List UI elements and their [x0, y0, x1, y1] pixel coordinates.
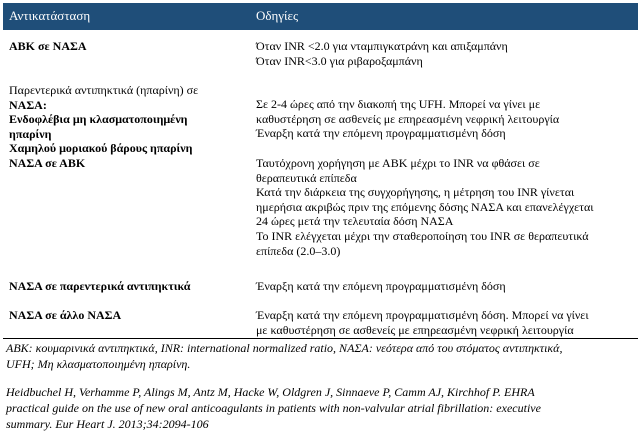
reference	[6, 384, 541, 432]
row-3-label	[9, 156, 85, 171]
reference-line: Heidbuchel H, Verhamme P, Alings M, Antz M, Hacke W, Oldgren J, Sinnaeve P, Camm AJ, Kirchhof P. EHRA	[6, 385, 535, 399]
footnote-line: ABK: κουμαρινικά αντιπηκτικά, INR: international normalized ratio, ΝΑΣΑ: νεότερα από του στόματος αντιπηκτικά,	[6, 341, 563, 355]
row-3-instructions	[256, 156, 594, 258]
row-3-label-line: ΝΑΣΑ σε ΑΒΚ	[9, 156, 86, 170]
table-bottom-rule	[3, 338, 638, 339]
row-1-label-line: ΑΒΚ σε ΝΑΣΑ	[9, 39, 87, 53]
row-3-line: Το INR ελέγχεται μέχρι την σταθεροποίηση του INR σε θεραπευτικά	[256, 228, 589, 243]
row-3-line: επίπεδα (2.0–3.0)	[256, 243, 341, 258]
header-col-instructions: Οδηγίες	[256, 8, 299, 23]
row-4-label-line: ΝΑΣΑ σε παρεντερικά αντιπηκτικά	[9, 279, 191, 293]
row-2-line: καθυστέρηση σε ασθενείς με επηρεασμένη νεφρική λειτουργία	[256, 111, 560, 126]
row-3-line: ημερήσια ακριβώς πριν της επόμενης δόσης ΝΑΣΑ και επανελέγχεται	[256, 199, 594, 214]
reference-line: practical guide on the use of new oral anticoagulants in patients with non-valvular atrial fibrillation: executive	[6, 401, 541, 415]
row-5-line: με καθυστέρηση σε ασθενείς με επηρεασμένη νεφρική λειτουργία	[256, 322, 574, 337]
row-4-label	[9, 279, 190, 294]
row-5-line: Έναρξη κατά την επόμενη προγραμματισμένη δόση. Μπορεί να γίνει	[256, 308, 589, 322]
row-2-label-line: Χαμηλού μοριακού βάρους ηπαρίνη	[9, 141, 193, 156]
row-3-line: Κατά την διάρκεια της συγχορήγησης, η μέτρηση του INR γίνεται	[256, 185, 575, 200]
row-1-label	[9, 39, 87, 54]
row-2-label-line: Ενδοφλέβια μη κλασματοποιημένη	[9, 112, 188, 127]
row-1-line: Όταν INR <2.0 για νταμπιγκατράνη και απιξαμπάνη	[256, 39, 508, 53]
row-3-line: θεραπευτικά επίπεδα	[256, 170, 357, 185]
row-1-line: Όταν INR<3.0 για ριβαροξαμπάνη	[256, 53, 423, 68]
row-2-label	[9, 83, 198, 156]
row-2-line: Σε 2-4 ώρες από την διακοπή της UFH. Μπορεί να γίνει με	[256, 97, 541, 111]
row-2-instructions	[256, 97, 559, 141]
header-col-substitution: Αντικατάσταση	[9, 8, 91, 23]
footnote-line: UFH; Μη κλασματοποιημένη ηπαρίνη.	[6, 357, 191, 371]
row-5-instructions	[256, 308, 589, 337]
table-header	[3, 3, 638, 30]
row-5-label	[9, 308, 121, 323]
reference-line: summary. Eur Heart J. 2013;34:2094-106	[6, 417, 209, 431]
row-2-label-line: ηπαρίνη	[9, 126, 52, 141]
row-1-instructions	[256, 39, 508, 68]
row-3-line: Ταυτόχρονη χορήγηση με ΑΒΚ μέχρι το INR να φθάσει σε	[256, 156, 540, 170]
row-4-line: Έναρξη κατά την επόμενη προγραμματισμένη δόση	[256, 279, 506, 293]
row-2-line: Έναρξη κατά την επόμενη προγραμματισμένη δόση	[256, 126, 506, 141]
footnote	[6, 340, 562, 372]
row-5-label-line: ΝΑΣΑ σε άλλο ΝΑΣΑ	[9, 308, 122, 322]
row-2-label-line: Παρεντερικά αντιπηκτικά (ηπαρίνη) σε	[9, 83, 199, 97]
row-2-label-line: ΝΑΣΑ:	[9, 97, 47, 112]
row-4-instructions	[256, 279, 506, 294]
row-3-line: 24 ώρες μετά την τελευταία δόση ΝΑΣΑ	[256, 214, 454, 229]
